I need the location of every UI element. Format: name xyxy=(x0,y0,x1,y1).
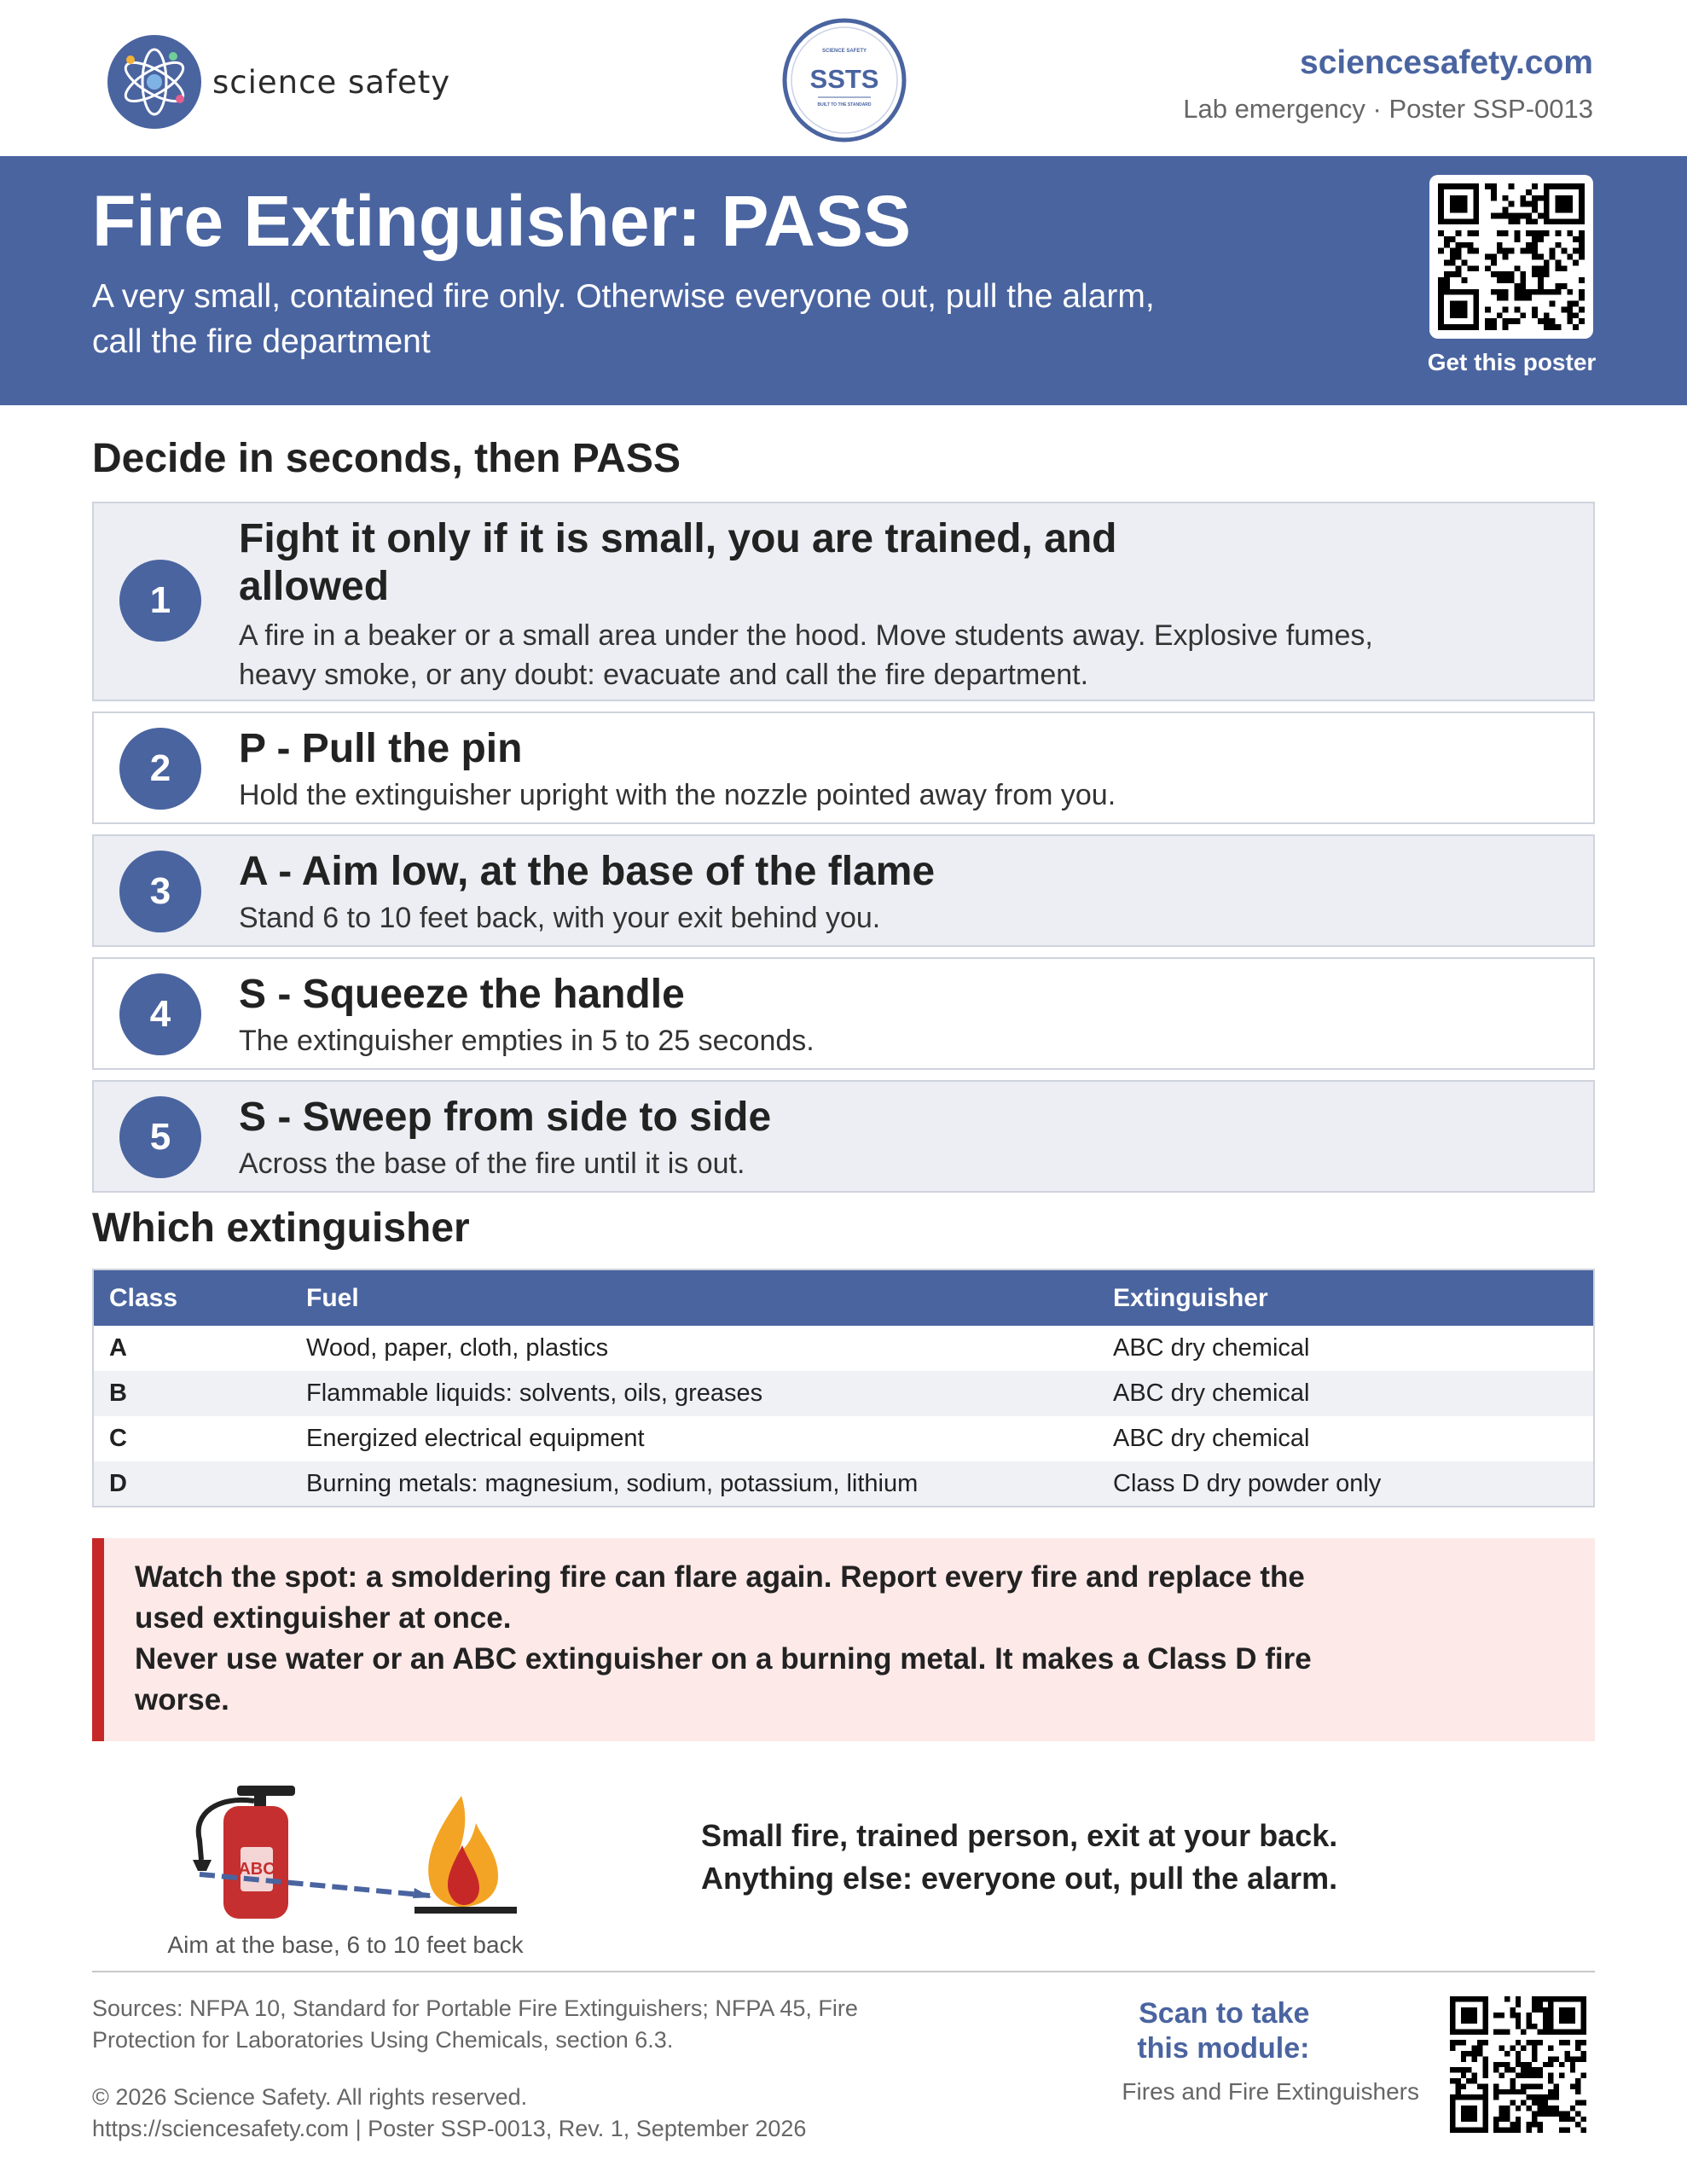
fuel-cell: Flammable liquids: solvents, oils, greases xyxy=(291,1371,1098,1416)
class-cell: D xyxy=(93,1461,291,1507)
step-number: 2 xyxy=(119,728,201,810)
extinguisher-label: ABC xyxy=(238,1860,275,1879)
qr-code-icon xyxy=(1438,183,1585,330)
callout-text xyxy=(701,1815,1337,1900)
poster-header xyxy=(0,0,1687,156)
table-row xyxy=(93,1326,1594,1371)
step-body: Across the base of the fire until it is out. xyxy=(239,1147,745,1180)
step-5 xyxy=(92,1080,1595,1193)
table-row xyxy=(93,1416,1594,1461)
step-body: A fire in a beaker or a small area under the hood. Move students away. Explosive fumes, heavy smoke, or any doubt: evacuate and call the fire department. xyxy=(239,619,1373,691)
seal-top-text: SCIENCE SAFETY xyxy=(821,49,867,54)
title-banner xyxy=(0,156,1687,405)
step-body: Hold the extinguisher upright with the nozzle pointed away from you. xyxy=(239,779,1116,811)
illustration-caption: Aim at the base, 6 to 10 feet back xyxy=(167,1931,524,1958)
steps-heading: Decide in seconds, then PASS xyxy=(92,436,681,481)
step-2 xyxy=(92,712,1595,824)
class-cell: A xyxy=(109,1334,127,1362)
ssts-seal-icon xyxy=(782,18,907,142)
callout-line-1: Small fire, trained person, exit at your back. xyxy=(701,1818,1338,1853)
fuel-cell: Burning metals: magnesium, sodium, potassium, lithium xyxy=(291,1461,1098,1507)
sources-text: Sources: NFPA 10, Standard for Portable Fire Extinguishers; NFPA 45, Fire Protection for Laboratories Using Chemicals, section 6.3. xyxy=(92,1995,858,2053)
extinguisher-cell: ABC dry chemical xyxy=(1113,1425,1310,1452)
copyright-block xyxy=(92,2082,1030,2145)
warning-box xyxy=(92,1538,1595,1741)
column-header-extinguisher: Extinguisher xyxy=(1098,1269,1594,1326)
extinguisher-cell: ABC dry chemical xyxy=(1113,1334,1310,1362)
step-body: The extinguisher empties in 5 to 25 seconds. xyxy=(239,1025,815,1057)
step-title: S - Squeeze the handle xyxy=(239,972,685,1017)
callout-line-2: Anything else: everyone out, pull the alarm. xyxy=(701,1861,1338,1896)
column-header-class: Class xyxy=(93,1269,291,1326)
module-qr-code[interactable] xyxy=(1450,1996,1586,2133)
brand-name: science safety xyxy=(212,63,451,101)
qr-code-label: Get this poster xyxy=(1427,349,1597,375)
site-url-link[interactable]: sciencesafety.com xyxy=(1300,44,1593,81)
step-number: 5 xyxy=(119,1096,201,1178)
table-row xyxy=(93,1461,1594,1507)
extinguisher-cell: ABC dry chemical xyxy=(1098,1371,1594,1416)
qr-code-icon xyxy=(1450,1996,1586,2133)
seal-bottom-text: BUILT TO THE STANDARD xyxy=(817,102,872,107)
table-heading: Which extinguisher xyxy=(92,1205,470,1251)
scan-module xyxy=(1122,1996,1419,2107)
step-1 xyxy=(92,502,1595,701)
step-title: A - Aim low, at the base of the flame xyxy=(239,849,936,894)
step-number: 3 xyxy=(119,851,201,932)
class-cell: C xyxy=(109,1425,127,1452)
table-row xyxy=(93,1371,1594,1416)
step-3 xyxy=(92,834,1595,947)
page-title: Fire Extinguisher: PASS xyxy=(92,181,911,261)
fuel-cell: Energized electrical equipment xyxy=(306,1425,645,1452)
footer-divider xyxy=(92,1971,1595,1972)
step-4 xyxy=(92,957,1595,1070)
fuel-cell: Wood, paper, cloth, plastics xyxy=(306,1334,609,1362)
table-header-row xyxy=(93,1269,1594,1326)
scan-title: Scan to take this module: xyxy=(1137,1997,1310,2065)
step-body: Stand 6 to 10 feet back, with your exit behind you. xyxy=(239,902,881,934)
step-title: Fight it only if it is small, you are trained, and allowed xyxy=(239,516,1117,609)
step-title: P - Pull the pin xyxy=(239,726,523,771)
fire-extinguisher-icon xyxy=(193,1786,295,1919)
poster-info-text: https://sciencesafety.com | Poster SSP-0013, Rev. 1, September 2026 xyxy=(92,2116,807,2141)
poster-subtitle: Lab emergency · Poster SSP-0013 xyxy=(1183,94,1593,124)
extinguisher-illustration xyxy=(159,1779,551,1924)
class-cell: B xyxy=(93,1371,291,1416)
poster-qr-code[interactable] xyxy=(1429,175,1593,339)
module-name: Fires and Fire Extinguishers xyxy=(1122,2078,1419,2105)
seal-main-text: SSTS xyxy=(809,64,879,94)
extinguisher-table xyxy=(92,1269,1595,1507)
warning-text-1: Watch the spot: a smoldering fire can flare again. Report every fire and replace the used extinguisher at once. xyxy=(135,1560,1305,1635)
brand[interactable] xyxy=(107,34,450,130)
column-header-fuel: Fuel xyxy=(291,1269,1098,1326)
step-title: S - Sweep from side to side xyxy=(239,1095,772,1140)
page-subtitle: A very small, contained fire only. Otherwise everyone out, pull the alarm, call the fire department xyxy=(92,278,1155,360)
warning-text-2: Never use water or an ABC extinguisher on a burning metal. It makes a Class D fire worse. xyxy=(135,1642,1312,1716)
flame-icon xyxy=(415,1796,517,1914)
step-number: 1 xyxy=(119,560,201,642)
extinguisher-cell: Class D dry powder only xyxy=(1098,1461,1594,1507)
site-info xyxy=(1183,44,1593,125)
atom-logo-icon xyxy=(107,34,202,130)
steps-list xyxy=(92,502,1595,1203)
step-number: 4 xyxy=(119,973,201,1055)
copyright-text: © 2026 Science Safety. All rights reserved. xyxy=(92,2084,528,2110)
